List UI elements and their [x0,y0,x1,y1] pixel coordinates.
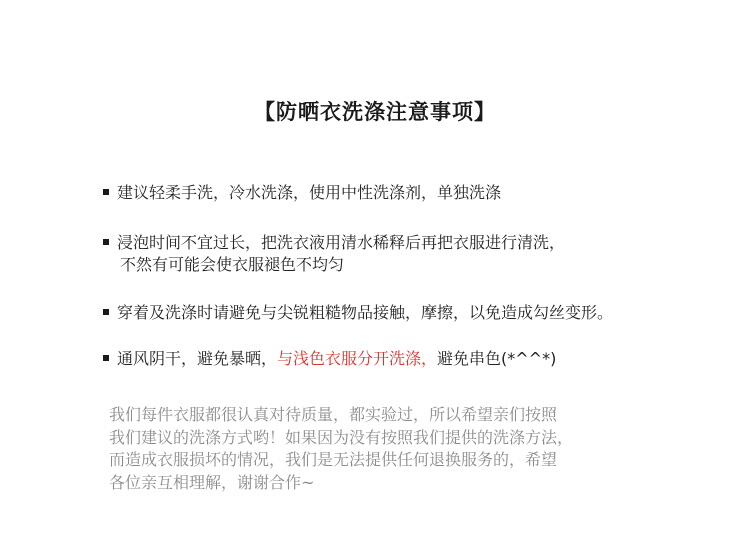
care-item-text-continued: 不然有可能会使衣服褪色不均匀 [120,255,345,274]
bullet-icon [103,355,109,361]
notice-line: 我们每件衣服都很认真对待质量，都实验过，所以希望亲们按照 [109,405,558,424]
care-item-text: 建议轻柔手洗，冷水洗涤，使用中性洗涤剂，单独洗涤 [117,183,502,202]
notice-line: 各位亲互相理解，谢谢合作~ [109,472,315,492]
care-item-highlight: 与浅色衣服分开洗涤， [277,349,438,368]
bullet-icon [103,309,109,315]
bullet-icon [103,189,109,195]
bullet-icon [103,239,109,245]
care-item-text-suffix: 避免串色(*^^*) [437,349,557,368]
notice-paragraph [109,404,573,494]
notice-line: 我们建议的洗涤方式哟！如果因为没有按照我们提供的洗涤方法， [109,427,574,447]
care-item-text: 通风阴干，避免暴晒， [117,349,278,368]
care-item-avoid-abrasion [103,302,613,324]
page-title: 【防晒衣洗涤注意事项】 [254,100,496,124]
care-item-soaking [103,232,565,276]
care-item-drying [103,348,556,370]
care-item-hand-wash [103,182,501,204]
care-item-text: 穿着及洗涤时请避免与尖锐粗糙物品接触，摩擦，以免造成勾丝变形。 [117,303,614,322]
notice-line: 而造成衣服损坏的情况，我们是无法提供任何退换服务的，希望 [109,450,558,469]
care-item-text: 浸泡时间不宜过长，把洗衣液用清水稀释后再把衣服进行清洗， [117,233,566,252]
